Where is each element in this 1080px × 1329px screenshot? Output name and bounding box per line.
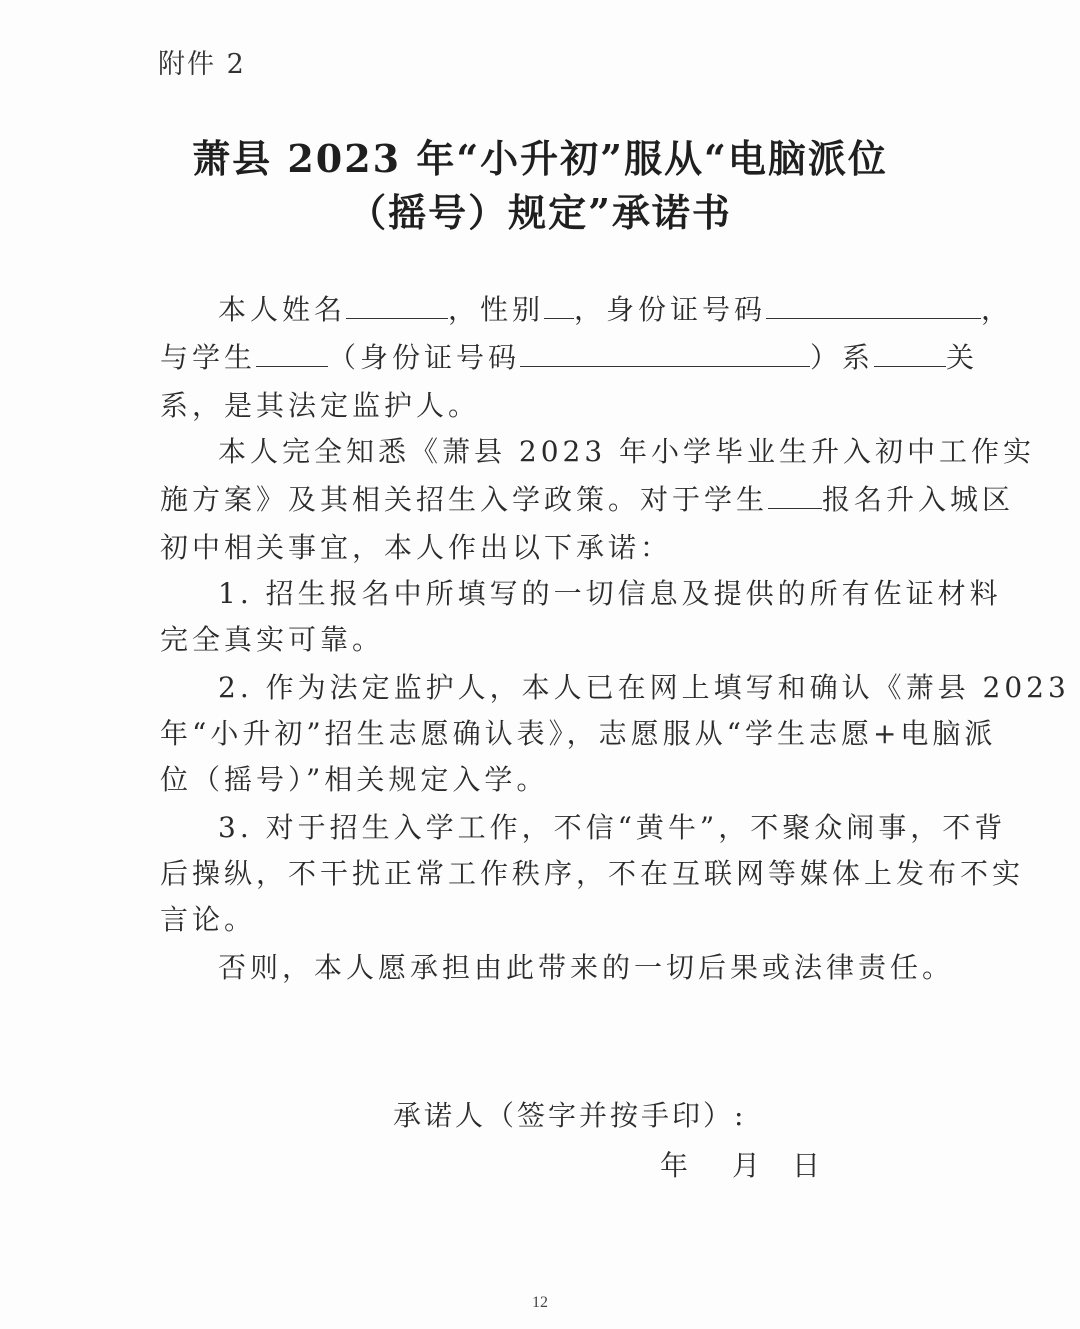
para2-line2-text-b: 报名升入城区 xyxy=(822,483,1015,516)
date-year: 年 xyxy=(660,1149,689,1182)
attachment-label: 附件 2 xyxy=(158,49,246,80)
student-id-label: （身份证号码 xyxy=(328,341,521,374)
para2-line2-text-a: 施方案》及其相关招生入学政策。对于学生 xyxy=(160,483,769,516)
relation-blank[interactable] xyxy=(874,340,946,367)
comma: ， xyxy=(981,293,1014,326)
para2-line3: 初中相关事宜，本人作出以下承诺： xyxy=(160,531,673,564)
para1-line2 xyxy=(160,340,979,376)
gender-label: ，性别 xyxy=(448,293,545,326)
item1-line1: 1. 招生报名中所填写的一切信息及提供的所有佐证材料 xyxy=(218,577,1002,610)
page-number: 12 xyxy=(532,1294,548,1311)
date-day: 日 xyxy=(792,1149,821,1182)
gender-blank[interactable] xyxy=(544,292,574,319)
relation-suffix: 关 xyxy=(946,341,979,374)
para2-line2 xyxy=(160,482,1015,518)
item2-line2: 年“小升初”招生志愿确认表》，志愿服从“学生志愿+电脑派 xyxy=(160,717,997,750)
para1-line3: 系，是其法定监护人。 xyxy=(160,389,481,422)
para2-line1: 本人完全知悉《萧县 2023 年小学毕业生升入初中工作实 xyxy=(218,435,1036,468)
relation-label: ）系 xyxy=(810,341,875,374)
student-blank[interactable] xyxy=(768,482,822,509)
student-id-blank[interactable] xyxy=(520,340,810,367)
para1-line1 xyxy=(218,292,1014,328)
item2-line3: 位（摇号）”相关规定入学。 xyxy=(160,763,549,796)
item3-line3: 言论。 xyxy=(160,903,257,936)
name-label: 本人姓名 xyxy=(218,293,347,326)
item3-line1: 3. 对于招生入学工作，不信“黄牛”，不聚众闹事，不背 xyxy=(218,811,1007,844)
id-blank[interactable] xyxy=(766,292,981,319)
name-blank[interactable] xyxy=(346,292,448,319)
signature-label: 承诺人（签字并按手印）: xyxy=(393,1099,747,1132)
id-label: ，身份证号码 xyxy=(574,293,767,326)
item1-line2: 完全真实可靠。 xyxy=(160,623,385,656)
title-line-1: 萧县 2023 年“小升初”服从“电脑派位 xyxy=(192,136,888,181)
date-month: 月 xyxy=(732,1149,761,1182)
title-line-2: （摇号）规定”承诺书 xyxy=(348,190,732,235)
item2-line1: 2. 作为法定监护人，本人已在网上填写和确认《萧县 2023 xyxy=(218,671,1070,704)
student-label: 与学生 xyxy=(160,341,257,374)
student-name-blank[interactable] xyxy=(256,340,328,367)
item3-line2: 后操纵，不干扰正常工作秩序，不在互联网等媒体上发布不实 xyxy=(160,857,1025,890)
closing-line: 否则，本人愿承担由此带来的一切后果或法律责任。 xyxy=(218,951,955,984)
